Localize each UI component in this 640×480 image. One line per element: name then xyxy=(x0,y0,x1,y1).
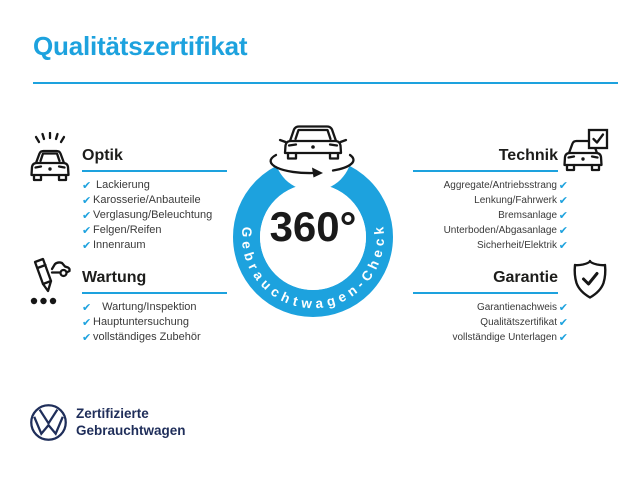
check-icon: ✔ xyxy=(558,224,568,237)
check-icon: ✔ xyxy=(558,331,568,344)
checklist-item xyxy=(82,208,247,223)
checklist-item xyxy=(403,238,568,253)
checklist-item-label: Lackierung xyxy=(93,179,150,191)
section-underline xyxy=(82,292,227,294)
checklist-item-label: Aggregate/Antriebsstrang xyxy=(443,180,557,191)
section-underline xyxy=(413,170,558,172)
section-technik-heading: Technik xyxy=(498,147,558,164)
footer-brand xyxy=(29,403,186,442)
checklist-item xyxy=(403,300,568,315)
section-underline xyxy=(413,292,558,294)
section-optik xyxy=(82,147,247,253)
ring-label: Gebrauchtwagen-Check xyxy=(238,225,388,312)
checklist-item xyxy=(403,223,568,238)
checklist-item xyxy=(82,223,247,238)
checklist-item xyxy=(82,238,247,253)
section-underline xyxy=(82,170,227,172)
checklist-item xyxy=(82,315,247,330)
checklist-item-label: Bremsanlage xyxy=(498,210,557,221)
shield-check-icon xyxy=(572,259,608,301)
section-technik xyxy=(403,147,568,253)
checklist-item xyxy=(82,178,247,193)
page-title: Qualitätszertifikat xyxy=(33,31,248,61)
checklist-item xyxy=(82,330,247,345)
check-icon: ✔ xyxy=(82,209,92,222)
checklist-item xyxy=(403,315,568,330)
checklist-item xyxy=(403,208,568,223)
check-icon: ✔ xyxy=(558,316,568,329)
check-icon: ✔ xyxy=(558,179,568,192)
section-optik-heading: Optik xyxy=(82,147,123,164)
check-icon: ✔ xyxy=(82,301,92,314)
section-wartung xyxy=(82,269,247,345)
optik-checklist xyxy=(82,178,247,253)
checklist-item-label: Verglasung/Beleuchtung xyxy=(93,209,213,221)
checklist-item-label: Sicherheit/Elektrik xyxy=(476,240,557,251)
check-icon: ✔ xyxy=(82,224,92,237)
check-icon: ✔ xyxy=(82,179,92,192)
section-garantie-heading: Garantie xyxy=(493,269,558,286)
car-shine-icon xyxy=(25,132,77,184)
footer-line1: Zertifizierte xyxy=(76,406,149,421)
checklist-item xyxy=(403,193,568,208)
car-checkbox-icon xyxy=(563,127,613,175)
check-icon: ✔ xyxy=(558,209,568,222)
technik-checklist xyxy=(403,178,568,253)
check-icon: ✔ xyxy=(82,194,92,207)
title-divider xyxy=(33,82,618,84)
checklist-item-label: Wartung/Inspektion xyxy=(93,301,197,313)
pencil-car-checklist-icon xyxy=(22,255,72,309)
check-icon: ✔ xyxy=(558,194,568,207)
check-icon: ✔ xyxy=(558,239,568,252)
garantie-checklist xyxy=(403,300,568,345)
checklist-item-label: Lenkung/Fahrwerk xyxy=(474,195,557,206)
checklist-item-label: Felgen/Reifen xyxy=(93,224,162,236)
checklist-item-label: Garantienachweis xyxy=(476,302,557,313)
check-icon: ✔ xyxy=(82,331,92,344)
section-garantie xyxy=(403,269,568,345)
wartung-checklist xyxy=(82,300,247,345)
degrees-label: 360° xyxy=(269,203,357,250)
checklist-item xyxy=(82,300,247,315)
footer-line2: Gebrauchtwagen xyxy=(76,422,186,438)
checklist-item xyxy=(82,193,247,208)
checklist-item-label: vollständige Unterlagen xyxy=(452,332,557,343)
check-icon: ✔ xyxy=(82,239,92,252)
check-icon: ✔ xyxy=(82,316,92,329)
vw-logo xyxy=(29,403,68,442)
checklist-item-label: Unterboden/Abgasanlage xyxy=(443,225,557,236)
footer-brand-text xyxy=(76,406,186,439)
checklist-item-label: Karosserie/Anbauteile xyxy=(93,194,201,206)
checklist-item-label: vollständiges Zubehör xyxy=(93,331,201,343)
checklist-item-label: Hauptuntersuchung xyxy=(93,316,190,328)
checklist-item xyxy=(403,178,568,193)
section-wartung-heading: Wartung xyxy=(82,269,147,286)
checklist-item xyxy=(403,330,568,345)
checklist-item-label: Qualitätszertifikat xyxy=(480,317,557,328)
checklist-item-label: Innenraum xyxy=(93,239,146,251)
check-icon: ✔ xyxy=(558,301,568,314)
